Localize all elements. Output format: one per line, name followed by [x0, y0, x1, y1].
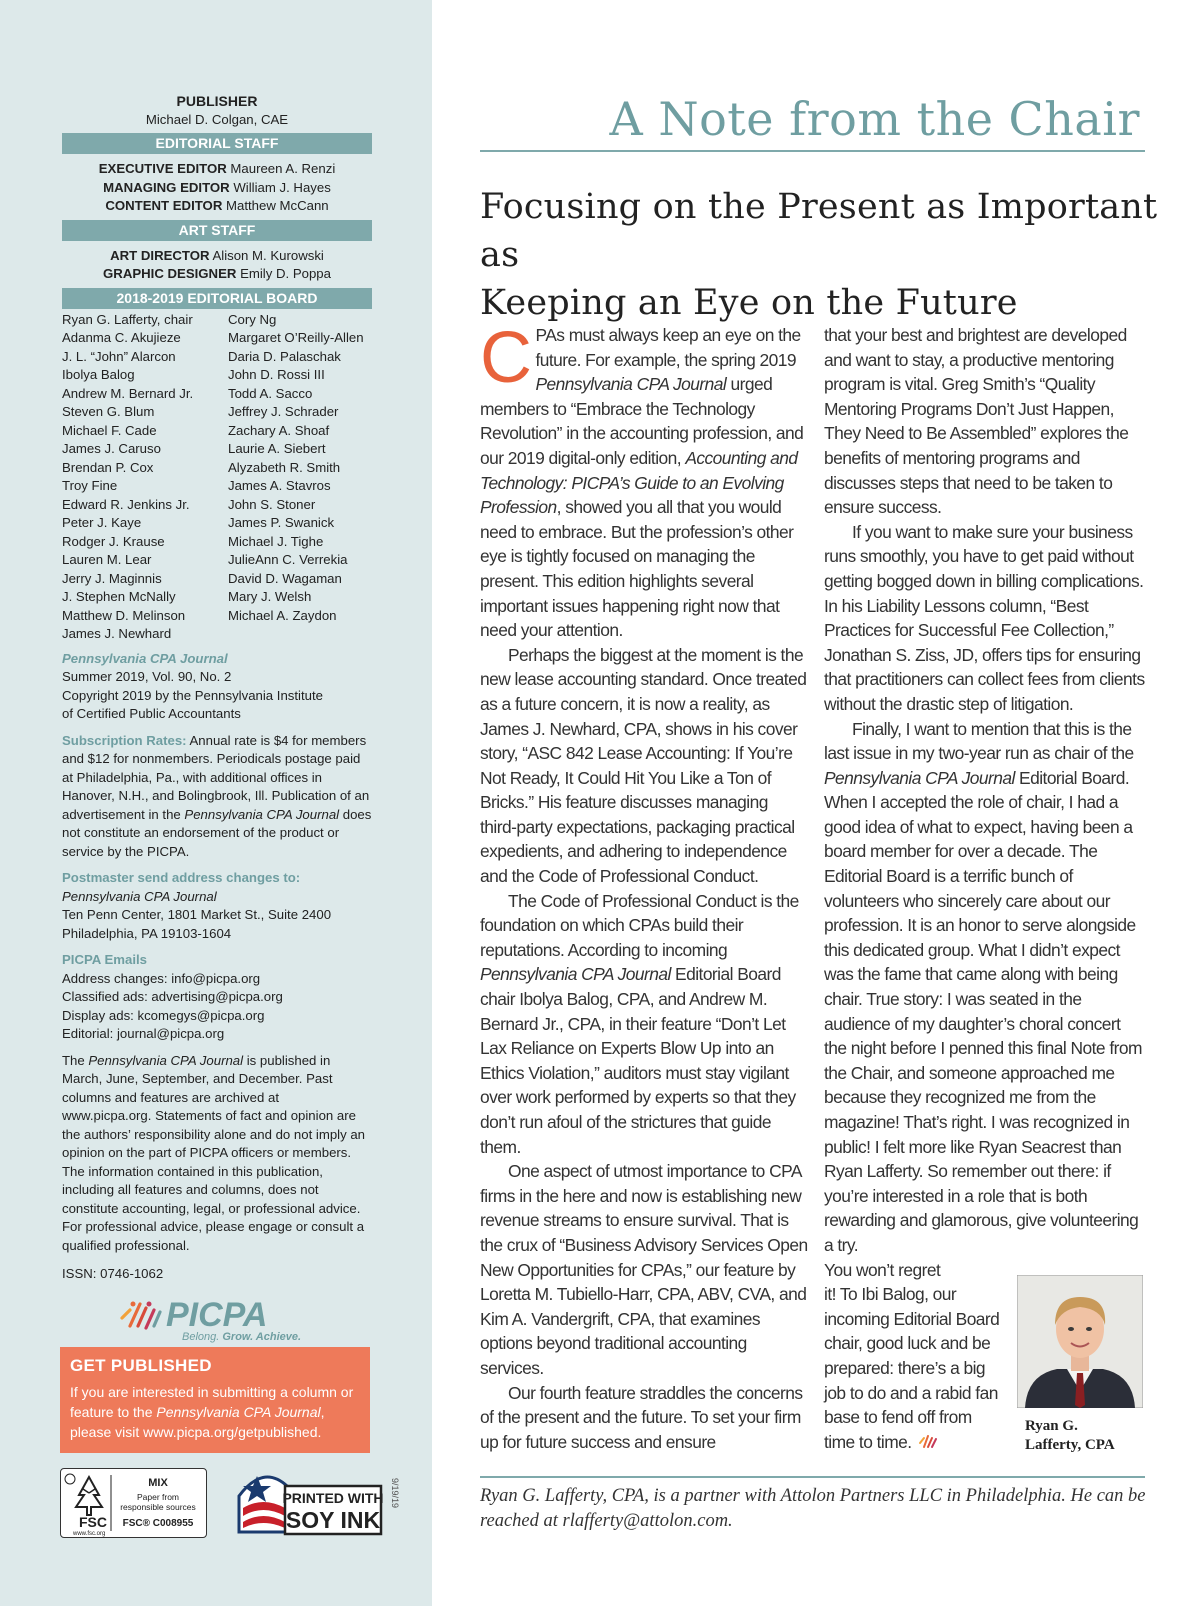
email-line: Display ads: kcomegys@picpa.org: [62, 1007, 265, 1023]
editorial-board-bar: 2018-2019 EDITORIAL BOARD: [62, 288, 372, 309]
postmaster-label: Postmaster send address changes to:: [62, 870, 301, 885]
board-member: Brendan P. Cox: [62, 459, 154, 475]
staff-row: [62, 247, 372, 266]
staff-role: CONTENT EDITOR: [105, 198, 223, 213]
headline-line: Focusing on the Present as Important as: [480, 187, 1158, 275]
article-paragraph: [824, 717, 1146, 1258]
soy-line: SOY INK: [285, 1507, 381, 1533]
fsc-tree-icon: [61, 1469, 206, 1537]
board-member: Margaret O’Reilly-Allen: [228, 330, 364, 345]
gp-text-part: If you are interested in submitting a column or feature to the: [70, 1384, 354, 1420]
text-run: Editorial Board. When I accepted the role of chair, I had a good idea of what to expect, having been a board member for over a decade. The Editorial Board is a terrific bunch of volunteers who sincerely care about our profession. It is an honor to serve alongside this dedicated group. What I didn’t expect was the fame that came along with being chair. True story: I was seated in the audience of my daughter’s choral concert the night before I penned this final Note from the Chair, and someone approached me because they recognized me from the magazine! That’s right. I was recognized in public! I felt more like Ryan Seacrest than Ryan Lafferty. So remember out there: if you’re interested in a role that is both rewarding and glamorous, give volunteering a try.: [824, 767, 1142, 1255]
board-member: Daria D. Palaschak: [228, 348, 341, 364]
board-member: John S. Stoner: [228, 496, 316, 512]
soy-line: PRINTED WITH: [282, 1490, 384, 1506]
staff-role: ART DIRECTOR: [110, 247, 210, 263]
board-member: Cory Ng: [228, 311, 277, 327]
board-member: Adanma C. Akujieze: [62, 330, 181, 345]
article-paragraph: Our fourth feature straddles the concerns of the present and the future. To set your firm up for future success and ensure: [480, 1382, 803, 1452]
article-column-left: [480, 318, 808, 1454]
notice-text: The: [62, 1052, 89, 1068]
picpa-logo: [118, 1292, 308, 1344]
board-member: J. Stephen McNally: [62, 589, 176, 604]
caption-line: Lafferty, CPA: [1025, 1437, 1115, 1453]
board-column-1: [62, 311, 228, 644]
emails-label: PICPA Emails: [62, 952, 148, 967]
headline-line: Keeping an Eye on the Future: [480, 283, 1018, 323]
staff-name: William J. Hayes: [233, 179, 331, 195]
staff-row: [62, 265, 372, 284]
article-paragraph: If you want to make sure your business runs smoothly, you have to get paid without getting bogged down in billing complications. In his Liability Lessons column, “Best Practices for Successful Fee Collection,” Jonathan S. Ziss, JD, offers tips for ensuring that practitioners can collect fees from clients without the drastic step of litigation.: [824, 521, 1145, 714]
closing-line: incoming Editorial Board: [824, 1308, 1000, 1329]
publisher-label: PUBLISHER: [176, 93, 258, 109]
board-member: Andrew M. Bernard Jr.: [62, 385, 194, 401]
email-line: Classified ads: advertising@picpa.org: [62, 989, 283, 1004]
caption-line: Ryan G.: [1025, 1418, 1078, 1434]
publication-notice: [62, 1052, 372, 1256]
postmaster-journal: Pennsylvania CPA Journal: [62, 888, 217, 904]
postmaster-address: Ten Penn Center, 1801 Market St., Suite 2400: [62, 907, 332, 922]
picpa-logo-icon: [118, 1292, 308, 1344]
subscription-text: Annual rate is $4 for members and $12 for nonmembers. Periodicals postage paid at Philadelphia, Pa., with additional offices in Hanover, N.H., and Bolingbrook, Ill. Publication of an advertisement in the: [62, 732, 370, 822]
email-line: Editorial: journal@picpa.org: [62, 1026, 225, 1041]
author-bio: Ryan G. Lafferty, CPA, is a partner with Attolon Partners LLC in Philadelphia. He can be reached at rlafferty@attolon.com.: [480, 1486, 1146, 1531]
subscription-journal: Pennsylvania CPA Journal: [184, 806, 340, 822]
closing-text: time to time.: [824, 1431, 912, 1452]
art-staff-bar: ART STAFF: [62, 220, 372, 241]
staff-row: [62, 179, 372, 198]
gp-text-part: , please visit www.picpa.org/getpublished.: [70, 1404, 325, 1440]
board-member: Michael A. Zaydon: [228, 607, 337, 623]
logo-tagline: [182, 1331, 301, 1343]
article-paragraph: that your best and brightest are developed and want to stay, a productive mentoring program is vital. Greg Smith’s “Quality Mentoring Programs Don’t Just Happen, They Need to Be Assembled” explores the benefits of mentoring programs and discusses steps that need to be taken to ensure success.: [824, 325, 1129, 518]
fsc-web: www.fsc.org: [73, 1531, 106, 1537]
board-member: James J. Caruso: [62, 441, 161, 456]
board-member: Lauren M. Lear: [62, 552, 152, 567]
title-divider: [480, 150, 1145, 152]
logo-wordmark: PICPA: [166, 1296, 268, 1334]
board-member: Jerry J. Maginnis: [62, 570, 162, 586]
staff-row: [62, 160, 372, 179]
board-member: John D. Rossi III: [228, 367, 325, 382]
staff-name: Matthew McCann: [226, 198, 329, 213]
journal-issue: Summer 2019, Vol. 90, No. 2: [62, 669, 232, 684]
board-member: Zachary A. Shoaf: [228, 422, 330, 438]
board-member: Edward R. Jenkins Jr.: [62, 496, 190, 512]
masthead: [62, 92, 372, 1284]
article-paragraph: Perhaps the biggest at the moment is the new lease accounting standard. Once treated as a future concern, it is now a reality, as James J. Newhard, CPA, shows in his cover story, “ASC 842 Lease Accounting: If You’re Not Ready, It Could Hit You Like a Ton of Bricks.” His feature discusses managing third-party expectations, packaging practical expedients, and adhering to independence and the Code of Professional Conduct.: [480, 644, 807, 887]
end-mark-icon: [918, 1431, 940, 1456]
text-run: urged members to “Embrace the Technology Revolution” in the accounting profession, and our 2019 digital-only edition,: [480, 374, 804, 468]
staff-name: Emily D. Poppa: [240, 266, 331, 281]
publisher-name: Michael D. Colgan, CAE: [145, 111, 289, 127]
staff-role: EXECUTIVE EDITOR: [98, 161, 227, 176]
drop-cap: C: [480, 318, 532, 398]
board-member: J. L. “John” Alarcon: [62, 348, 176, 364]
staff-row: [62, 197, 372, 216]
editorial-board-list: [62, 311, 372, 644]
fsc-mix: MIX: [148, 1477, 168, 1489]
board-member: Rodger J. Krause: [62, 533, 165, 549]
get-published-text: [60, 1382, 370, 1442]
masthead-sidebar: [0, 0, 432, 1606]
board-member: Michael F. Cade: [62, 422, 157, 438]
issn: ISSN: 0746-1062: [62, 1266, 164, 1281]
journal-name: Pennsylvania CPA Journal: [62, 650, 228, 666]
text-run-italic: Pennsylvania CPA Journal: [480, 964, 671, 985]
closing-line: base to fend off from: [824, 1407, 972, 1428]
board-member: Mary J. Welsh: [228, 589, 312, 604]
subscription-text: does not constitute an endorsement of the product or service by the PICPA.: [62, 806, 372, 859]
board-member: JulieAnn C. Verrekia: [228, 552, 348, 567]
board-member: Matthew D. Melinson: [62, 607, 186, 623]
email-line: Address changes: info@picpa.org: [62, 970, 261, 986]
postmaster-info: [62, 869, 372, 943]
author-portrait-icon: [1017, 1275, 1143, 1408]
text-run-italic: Accounting and Technology: PICPA’s Guide to an Evolving Profession: [480, 447, 798, 518]
text-run: Finally, I want to mention that this is the last issue in my two-year run as chair of the: [824, 718, 1134, 764]
copyright-line: of Certified Public Accountants: [62, 706, 241, 721]
staff-name: Maureen A. Renzi: [230, 161, 336, 176]
closing-line: You won’t regret: [824, 1259, 941, 1280]
board-member: Troy Fine: [62, 478, 118, 493]
subscription-label: Subscription Rates:: [62, 732, 187, 748]
board-member: James J. Newhard: [62, 626, 172, 641]
board-member: Alyzabeth R. Smith: [228, 459, 341, 475]
board-member: Jeffrey J. Schrader: [228, 404, 339, 419]
text-run: Editorial Board chair Ibolya Balog, CPA, and Andrew M. Bernard Jr., CPA, in their feature “Don’t Let Lax Reliance on Experts Blow Up into an Ethics Violation,” auditors must stay vigilant over work performed by experts so that they don’t run afoul of the strictures that guide them.: [480, 964, 796, 1157]
bio-divider: [480, 1476, 1145, 1478]
text-run: PAs must always keep an eye on the future. For example, the spring 2019: [535, 325, 801, 370]
fsc-code: FSC® C008955: [122, 1518, 194, 1529]
article-paragraph: [480, 889, 808, 1160]
article-headline: [480, 183, 1160, 327]
text-run-italic: Pennsylvania CPA Journal: [824, 767, 1015, 788]
board-member: James A. Stavros: [228, 478, 331, 493]
text-run: , showed you all that you would need to embrace. But the profession’s other eye is tightly focused on managing the present. This edition highlights several important issues happening right now that need your attention.: [480, 497, 794, 641]
fsc-paper-line: responsible sources: [120, 1502, 196, 1512]
copyright-line: Copyright 2019 by the Pennsylvania Institute: [62, 687, 323, 703]
article-closing: [824, 1258, 1014, 1456]
fsc-paper-line: Paper from: [136, 1492, 180, 1502]
notice-text: is published in March, June, September, and December. Past columns and features are archived at www.picpa.org. Statements of fact and opinion are the authors’ responsibility alone and do not imply an opinion on the part of PICPA officers or members. The information contained in this publication, including all features and columns, does not constitute accounting, legal, or professional advice. For professional advice, please engage or consult a qualified professional.: [62, 1052, 366, 1253]
article-paragraph: [480, 318, 808, 643]
postmaster-address: Philadelphia, PA 19103-1604: [62, 925, 232, 941]
article-paragraph: One aspect of utmost importance to CPA firms in the here and now is establishing new revenue streams to ensure survival. That is the crux of “Business Advisory Services Open New Opportunities for CPAs,” our feature by Loretta M. Tubiello-Harr, CPA, ABV, CVA, and Kim A. Vandergrift, CPA, that examines options beyond traditional accounting services.: [480, 1161, 808, 1378]
board-column-2: [228, 311, 372, 644]
board-member: Michael J. Tighe: [228, 533, 324, 549]
staff-name: Alison M. Kurowski: [212, 247, 324, 263]
journal-info: [62, 650, 372, 724]
section-title: A Note from the Chair: [609, 92, 1140, 146]
closing-line: it! To Ibi Balog, our: [824, 1284, 957, 1305]
editorial-staff-bar: EDITORIAL STAFF: [62, 133, 372, 154]
picpa-emails: [62, 951, 372, 1044]
tagline-part: Achieve.: [255, 1331, 302, 1343]
fsc-logo: [60, 1468, 207, 1538]
tagline-part: Grow.: [222, 1331, 256, 1343]
closing-line: chair, good luck and be: [824, 1333, 991, 1354]
print-date-code: 9/19/19: [390, 1478, 400, 1509]
staff-role: MANAGING EDITOR: [103, 179, 230, 195]
text-run-italic: Pennsylvania CPA Journal: [535, 374, 727, 395]
board-member: Ibolya Balog: [62, 367, 135, 382]
board-member: Laurie A. Siebert: [228, 441, 326, 456]
subscription-rates: [62, 732, 372, 862]
text-run: The Code of Professional Conduct is the foundation on which CPAs build their reputations. According to incoming: [480, 890, 799, 960]
get-published-box: [60, 1347, 370, 1453]
soy-ink-icon: [233, 1466, 385, 1538]
fsc-label: FSC: [79, 1514, 107, 1530]
author-photo: [1017, 1275, 1143, 1408]
notice-journal: Pennsylvania CPA Journal: [88, 1052, 244, 1068]
soy-ink-logo: [233, 1466, 385, 1538]
photo-caption: [1025, 1417, 1115, 1455]
closing-line: prepared: there’s a big: [824, 1357, 986, 1378]
get-published-title: GET PUBLISHED: [70, 1356, 212, 1375]
board-member: Ryan G. Lafferty, chair: [62, 311, 193, 327]
board-member: Todd A. Sacco: [228, 385, 313, 401]
tagline-part: Belong.: [182, 1331, 223, 1343]
gp-journal: Pennsylvania CPA Journal: [156, 1404, 321, 1420]
board-member: Steven G. Blum: [62, 404, 155, 419]
closing-line: job to do and a rabid fan: [824, 1382, 998, 1403]
board-member: David D. Wagaman: [228, 570, 342, 586]
staff-role: GRAPHIC DESIGNER: [103, 266, 237, 281]
board-member: Peter J. Kaye: [62, 515, 142, 530]
closing-line: [824, 1430, 1014, 1456]
board-member: James P. Swanick: [228, 515, 335, 530]
